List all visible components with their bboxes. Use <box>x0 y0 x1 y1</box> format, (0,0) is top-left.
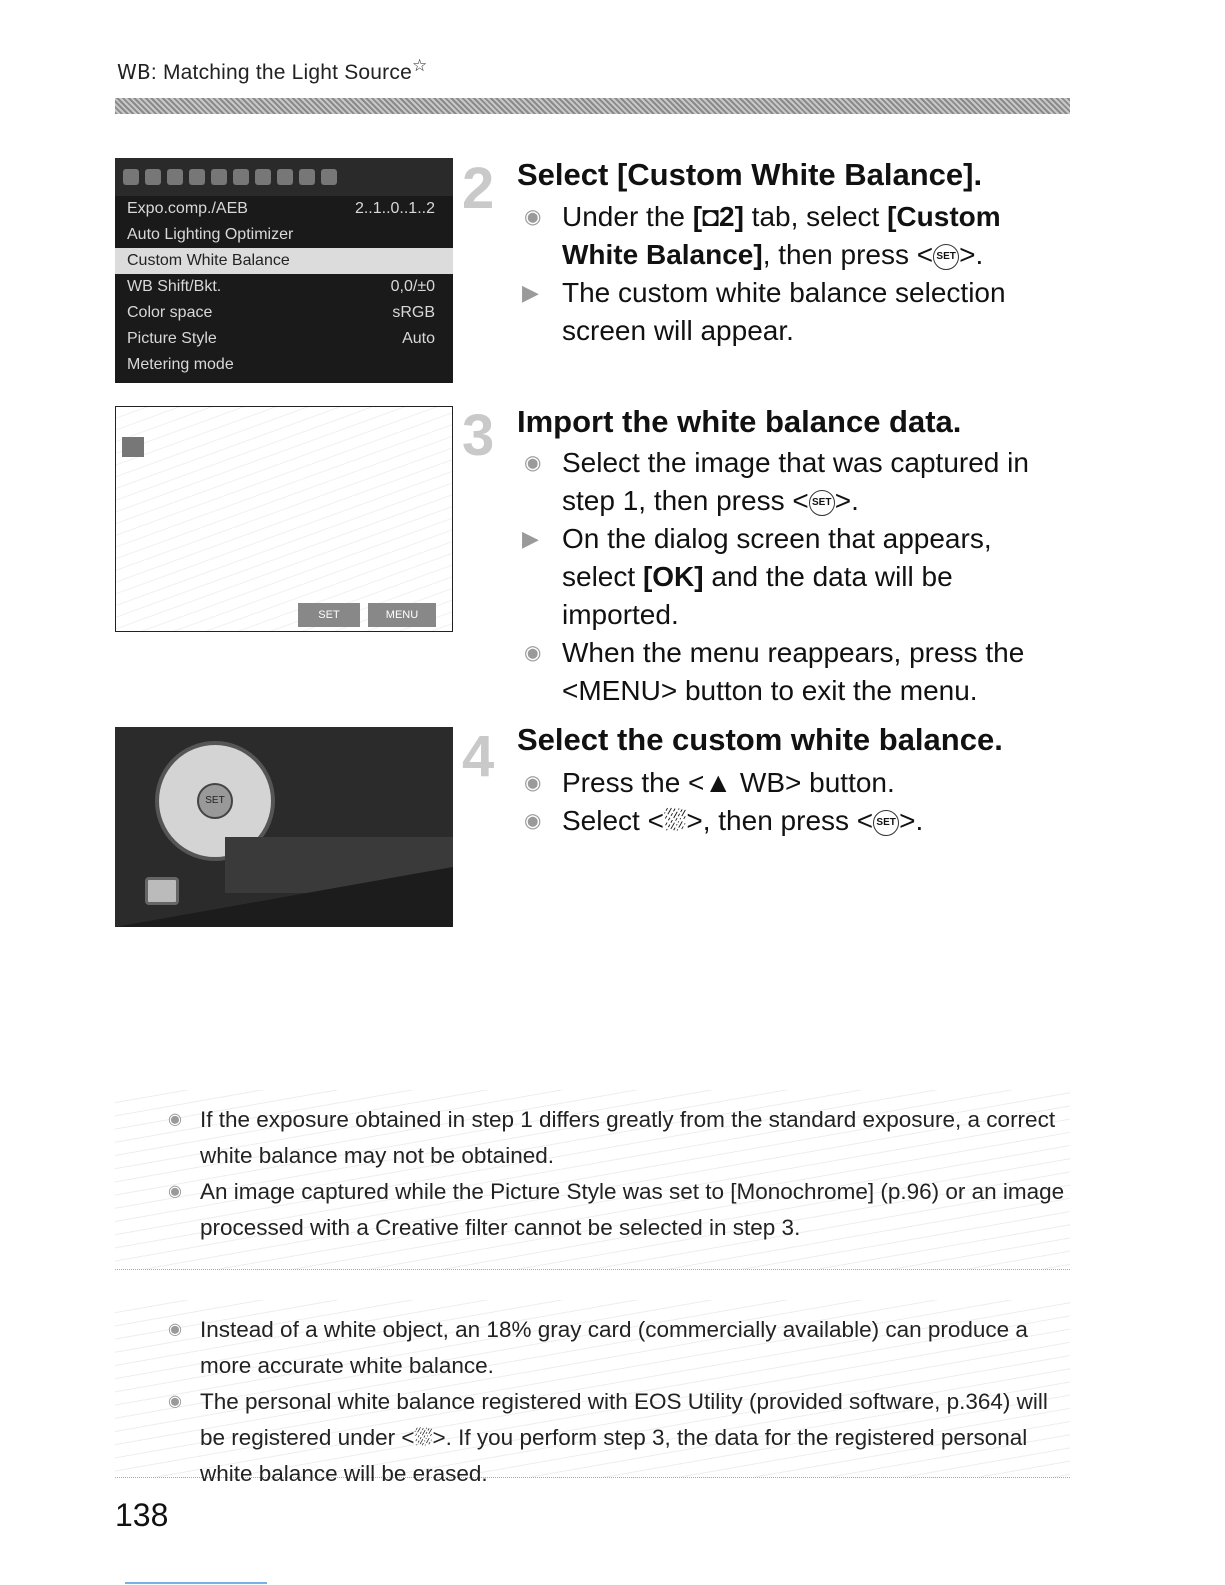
menu-row: Auto Lighting Optimizer <box>127 226 294 243</box>
list-item: ◉ An image captured while the Picture Style was set to [Monochrome] (p.96) or an image processed with a Creative filter cannot be selected in step 3. <box>200 1174 1070 1246</box>
bullet-icon: ◉ <box>524 206 542 228</box>
image-select-screen <box>115 406 453 632</box>
step-title: Import the white balance data. <box>517 404 962 439</box>
image-icon <box>122 437 144 457</box>
step-list <box>516 764 1056 840</box>
bullet-icon: ◉ <box>524 772 542 794</box>
list-item: ◉ Press the <▲ WB> button. <box>516 764 1056 802</box>
page-header <box>117 56 427 85</box>
menu-row: Color space sRGB <box>127 304 435 321</box>
bullet-icon: ◉ <box>168 1393 182 1410</box>
menu-row: Metering mode <box>127 356 234 373</box>
step-title: Select the custom white balance. <box>517 722 1003 757</box>
bullet-icon: ◉ <box>524 810 542 832</box>
set-icon: SET <box>933 244 959 270</box>
arrow-icon: ▶ <box>522 280 539 305</box>
menu-tabs <box>115 158 453 196</box>
step-number: 2 <box>462 156 495 221</box>
menu-row: Picture Style Auto <box>127 330 435 347</box>
list-item: ◉ Under the [◘2] tab, select [Custom White Balance], then press < SET >. <box>516 198 1056 274</box>
menu-button-graphic: MENU <box>368 603 436 627</box>
caution-note <box>115 1090 1070 1270</box>
menu-row: Expo.comp./AEB 2..1..0..1..2 <box>127 200 435 217</box>
step-title: Select [Custom White Balance]. <box>517 157 983 192</box>
step-list <box>516 198 1056 350</box>
step-number: 3 <box>462 403 495 468</box>
header-rule <box>115 98 1070 114</box>
step-number: 4 <box>462 724 495 789</box>
header-title: : Matching the Light Source <box>150 61 412 84</box>
bottom-rule <box>125 1582 267 1584</box>
camera-photo <box>115 727 453 927</box>
set-button-graphic: SET <box>197 783 233 819</box>
menu-screen-image <box>115 158 453 383</box>
list-item: ◉ When the menu reappears, press the <MENU> button to exit the menu. <box>516 634 1056 710</box>
step-list <box>516 444 1056 710</box>
list-item: ▶ On the dialog screen that appears, select [OK] and the data will be imported. <box>516 520 1056 634</box>
list-item: ◉ Select <⛆>, then press < SET >. <box>516 802 1056 840</box>
bullet-icon: ◉ <box>168 1321 182 1338</box>
menu-row-selected: Custom White Balance <box>115 248 453 274</box>
wb-symbol: WB <box>117 60 151 84</box>
list-item: ◉ Instead of a white object, an 18% gray card (commercially available) can produce a more accurate white balance. <box>200 1312 1070 1384</box>
list-item: ◉ The personal white balance registered with EOS Utility (provided software, p.364) will be registered under <⛆>. If you perform step 3, the data for the registered personal white balance will be erased. <box>200 1384 1070 1492</box>
set-icon: SET <box>809 490 835 516</box>
list-item: ◉ Select the image that was captured in step 1, then press < SET >. <box>516 444 1056 520</box>
playback-button-graphic <box>145 877 179 905</box>
set-icon: SET <box>873 810 899 836</box>
bullet-icon: ◉ <box>168 1111 182 1128</box>
memo-note <box>115 1300 1070 1486</box>
custom-wb-icon: ⛆ <box>663 805 687 836</box>
camera-icon: ◘ <box>702 201 719 232</box>
bullet-icon: ◉ <box>524 642 542 664</box>
page-number: 138 <box>115 1497 169 1533</box>
star-icon: ☆ <box>411 56 428 75</box>
set-button-graphic: SET <box>298 603 360 627</box>
bullet-icon: ◉ <box>168 1183 182 1200</box>
menu-row: WB Shift/Bkt. 0,0/±0 <box>127 278 435 295</box>
bullet-icon: ◉ <box>524 452 542 474</box>
list-item: ◉ If the exposure obtained in step 1 differs greatly from the standard exposure, a correct white balance may not be obtained. <box>200 1102 1070 1174</box>
arrow-icon: ▶ <box>522 526 539 551</box>
list-item: ▶ The custom white balance selection screen will appear. <box>516 274 1056 350</box>
